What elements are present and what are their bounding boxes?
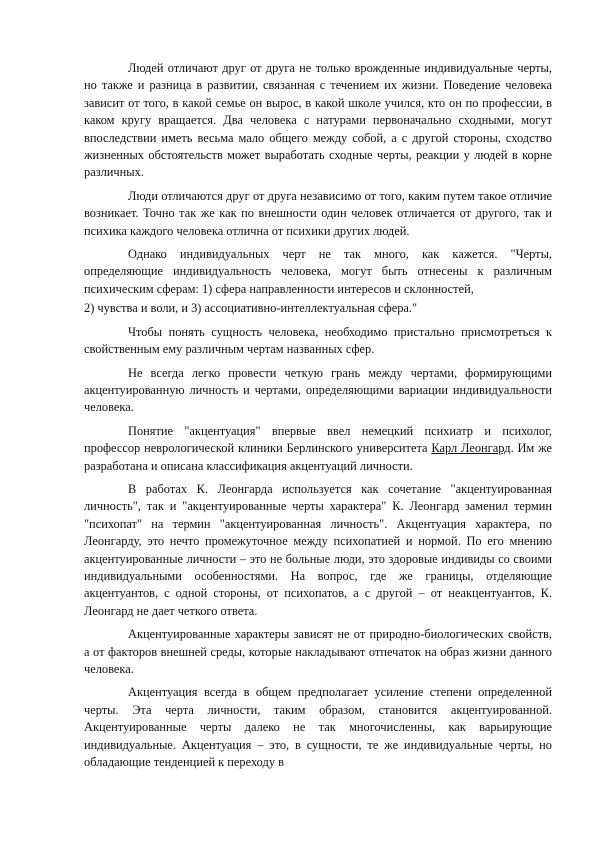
paragraph-3: Однако индивидуальных черт не так много, как кажется. "Черты, определяющие индивидуальность человека, могут быть отнесены к различным психическим сферам: 1) сфера направленности интересов и склонностей, (84, 247, 552, 296)
paragraph-7-text-after: . Им же разработана и описана классификация акцентуаций личности. (84, 441, 552, 473)
paragraph-10: Акцентуация всегда в общем предполагает усиление степени определенной черты. Эта черта личности, таким образом, становится акцентуированной. Акцентуированные черты далеко не так многочисленны, как варьирующие индивидуальные. Акцентуация – это, в сущности, те же индивидуальные черты, но обладающие тенденцией к переходу в (84, 685, 552, 770)
paragraph-4: 2) чувства и воли, и 3) ассоциативно-интеллектуальная сфера." (84, 301, 418, 316)
document-body (84, 60, 552, 777)
paragraph-7-text-before: Понятие "акцентуация" впервые ввел немецкий психиатр и психолог, профессор неврологической клиники Берлинского университета (84, 423, 552, 456)
paragraph-7 (84, 423, 552, 475)
paragraph-8: В работах К. Леонгарда используется как сочетание "акцентуированная личность", так и "акцентуированные черты характера" К. Леонгард заменил термин "психопат" на термин "акцентуированная личность". Акцентуация характера, по Леонгарду, это нечто промежуточное между психопатией и нормой. По его мнению акцентуированные личности – это не больные люди, это здоровые индивиды со своими индивидуальными особенностями. На вопрос, где же границы, отделяющие акцентуантов, с одной стороны, от психопатов, а с другой – от неакцентуантов, К. Леонгард не дает четкого ответа. (84, 481, 552, 618)
paragraph-6: Не всегда легко провести четкую грань между чертами, формирующими акцентуированную личность и чертами, определяющими вариации индивидуальности человека. (84, 365, 552, 415)
paragraph-1: Людей отличают друг от друга не только врожденные индивидуальные черты, но также и разница в развитии, связанная с течением их жизни. Поведение человека зависит от того, в какой семье он вырос, в какой школе учился, кто он по профессии, в каком кругу вращается. Два человека с натурами первоначально сходными, могут впоследствии иметь весьма мало общего между собой, а с другой стороны, сходство жизненных обстоятельств может выработать сходные черты, реакции у людей в корне различных. (84, 61, 552, 180)
paragraph-9: Акцентуированные характеры зависят не от природно-биологических свойств, а от факторов внешней среды, которые накладывают отпечаток на образ жизни данного человека. (84, 627, 552, 676)
leonhard-link[interactable]: Карл Леонгард (431, 441, 511, 456)
paragraph-2: Люди отличаются друг от друга независимо от того, каким путем такое отличие возникает. Точно так же как по внешности один человек отличается от другого, так и психика каждого человека отлична от психики других людей. (84, 188, 552, 238)
paragraph-5: Чтобы понять сущность человека, необходимо пристально присмотреться к свойственным ему различным чертам названных сфер. (84, 324, 552, 357)
